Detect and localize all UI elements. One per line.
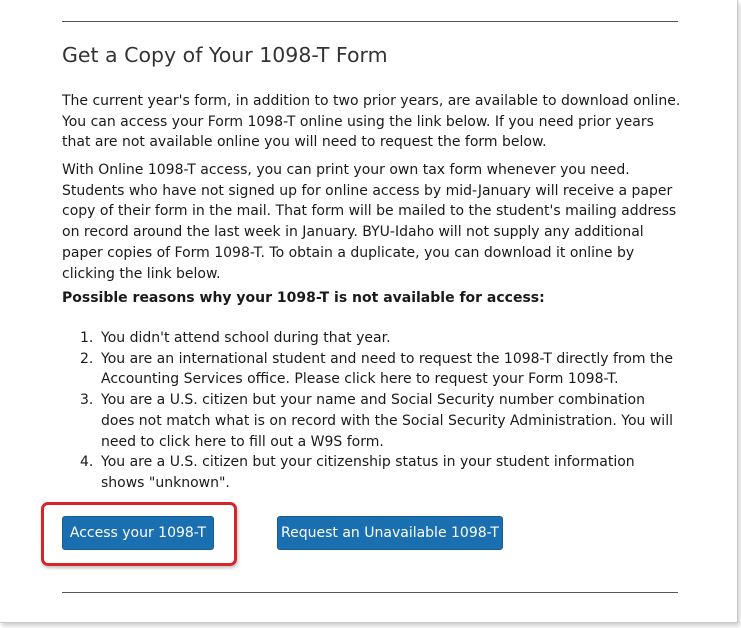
online-access-paragraph: With Online 1098-T access, you can print your own tax form whenever you need. Students who have not signed up for online access by mid-January will receive a paper copy of their form in the mail. That form will be mailed to the student's mailing address on record around the last week in January. BYU-Idaho will not supply any additional paper copies of Form 1098-T. To obtain a duplicate, you can download it online by clicking the link below. <box>62 162 677 282</box>
list-item <box>80 328 680 349</box>
bottom-divider <box>62 592 678 593</box>
list-item-number: 4. <box>80 454 94 471</box>
list-item <box>80 452 680 493</box>
access-1098t-button[interactable]: Access your 1098-T <box>62 516 214 550</box>
page-title: Get a Copy of Your 1098-T Form <box>62 43 388 67</box>
reasons-list <box>80 328 680 494</box>
list-item <box>80 390 680 452</box>
list-item <box>80 349 680 390</box>
intro-paragraph: The current year's form, in addition to two prior years, are available to download online. You can access your Form 1098-T online using the link below. If you need prior years that are not available online you will need to request the form below. <box>62 93 681 151</box>
list-item-text: You are a U.S. citizen but your name and Social Security number combination does not match what is on record with the Social Security Administration. You will need to click here to fill out a W9S form. <box>101 392 673 450</box>
list-item-number: 3. <box>80 392 94 409</box>
list-item-text: You are a U.S. citizen but your citizenship status in your student information shows "unknown". <box>101 454 635 491</box>
list-item-number: 1. <box>80 330 94 346</box>
list-item-text: You didn't attend school during that year. <box>101 330 391 346</box>
top-divider <box>62 21 678 22</box>
list-item-text: You are an international student and need to request the 1098-T directly from the Accounting Services office. Please click here to request your Form 1098-T. <box>101 350 673 388</box>
list-item-number: 2. <box>80 350 94 367</box>
request-unavailable-1098t-button[interactable]: Request an Unavailable 1098-T <box>277 516 503 550</box>
reasons-heading: Possible reasons why your 1098-T is not available for access: <box>62 290 545 306</box>
